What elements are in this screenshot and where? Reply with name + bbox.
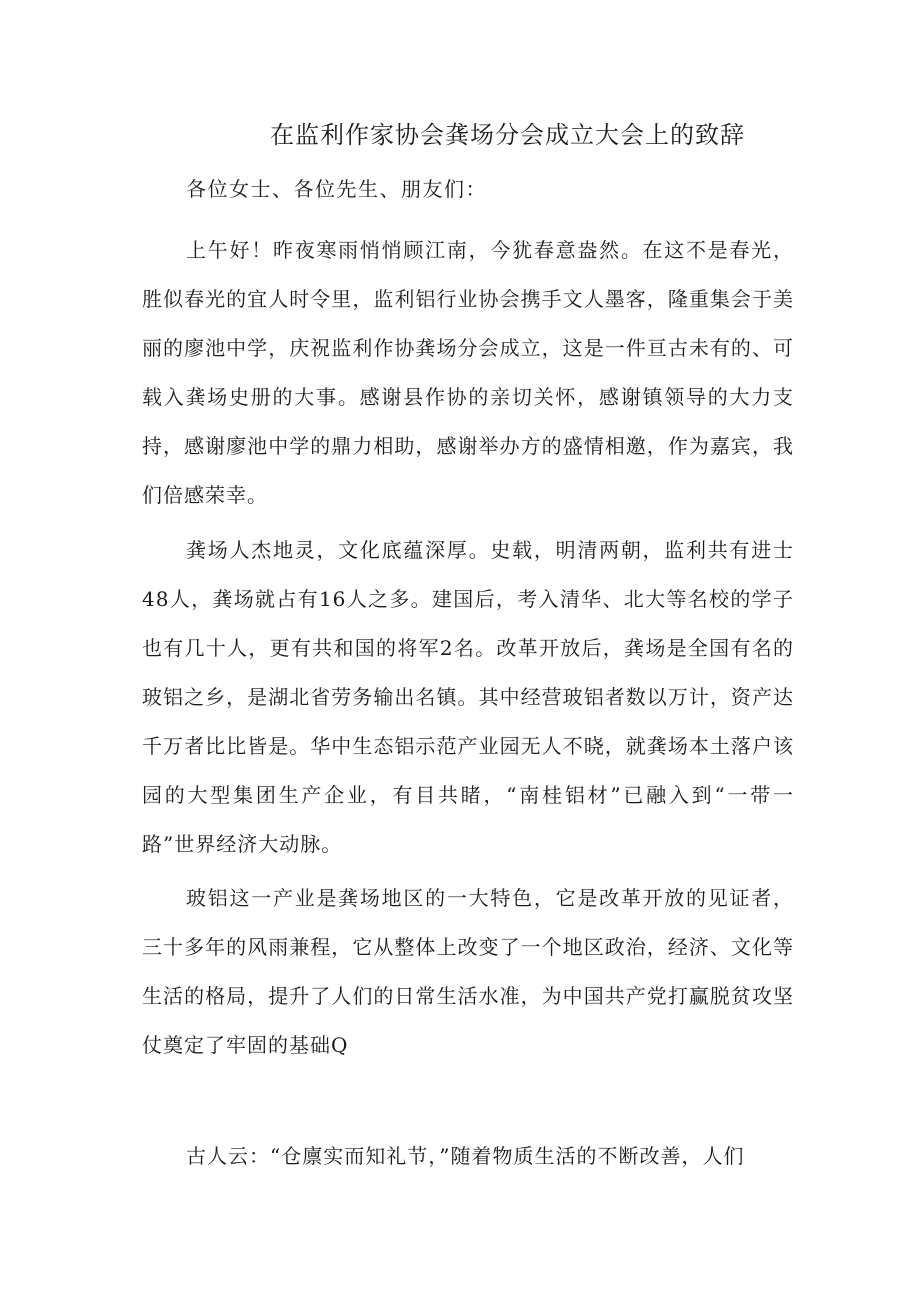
paragraph-industry: 玻铝这一产业是龚场地区的一大特色，它是改革开放的见证者，三十多年的风雨兼程，它从整体上改变了一个地区政治，经济、文化等生活的格局，提升了人们的日常生活水准，为中国共产党打赢脱贫攻坚仗奠定了牢固的基础Q — [142, 886, 794, 1057]
paragraph-opening: 上午好！昨夜寒雨悄悄顾江南，今犹春意盎然。在这不是春光，胜似春光的宜人时令里，监利铝行业协会携手文人墨客，隆重集会于美丽的廖池中学，庆祝监利作协龚场分会成立，这是一件亘古未有的、可载入龚场史册的大事。感谢县作协的亲切关怀，感谢镇领导的大力支持，感谢廖池中学的鼎力相助，感谢举办方的盛情相邀，作为嘉宾，我们倍感荣幸。 — [142, 238, 794, 507]
paragraph-culture: 古人云：“仓廪实而知礼节，”随着物质生活的不断改善，人们 — [186, 1144, 745, 1168]
salutation: 各位女士、各位先生、朋友们： — [186, 177, 487, 201]
document-title: 在监利作家协会龚场分会成立大会上的致辞 — [270, 121, 745, 149]
paragraph-history: 龚场人杰地灵，文化底蕴深厚。史载，明清两朝，监利共有进士48人，龚场就占有16人之多。建国后，考入清华、北大等名校的学子也有几十人，更有共和国的将军2名。改革开放后，龚场是全国有名的玻铝之乡，是湖北省劳务输出名镇。其中经营玻铝者数以万计，资产达千万者比比皆是。华中生态铝示范产业园无人不晓，就龚场本土落户该园的大型集团生产企业，有目共睹，“南桂铝材”已融入到“一带一路”世界经济大动脉。 — [142, 538, 794, 856]
